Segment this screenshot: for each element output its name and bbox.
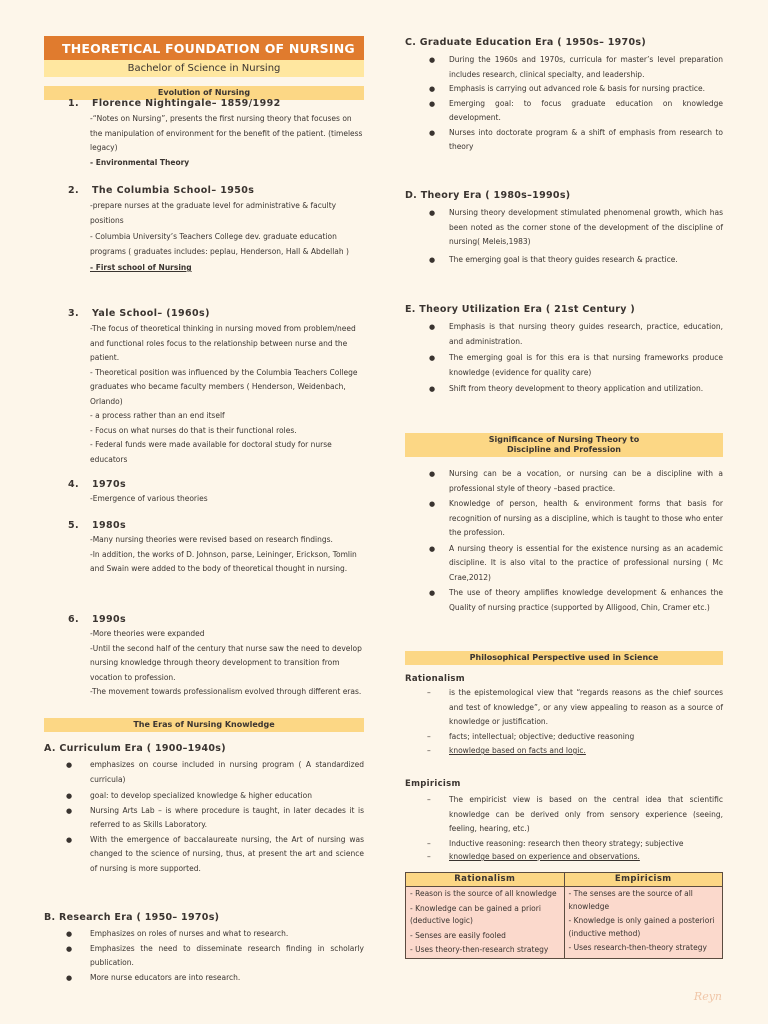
evolution-item-6-text-3: -The movement towards professionalism evolved through different eras. bbox=[90, 687, 362, 696]
era-b-title: B. Research Era ( 1950– 1970s) bbox=[44, 912, 220, 923]
list-item: ● More nurse educators are into research. bbox=[44, 971, 364, 986]
list-item: ● emphasizes on course included in nursing program ( A standardized curricula) bbox=[44, 758, 364, 787]
evolution-item-5-title: 5. 1980s bbox=[68, 520, 127, 531]
evolution-item-1-text: -“Notes on Nursing”, presents the first nursing theory that focuses on the manipulation of environment for the benefit of the patient. (timeless legacy) bbox=[90, 114, 363, 152]
evolution-item-3 bbox=[68, 308, 364, 467]
list-item: ● With the emergence of baccalaureate nursing, the Art of nursing was changed to the science of nursing, thus, at present the art and science of nursing is more supported. bbox=[44, 833, 364, 877]
evolution-item-2-text-3: - First school of Nursing bbox=[90, 263, 192, 272]
comparison-table-wrap bbox=[405, 872, 723, 959]
evolution-item-1-title: 1. Florence Nightingale– 1859/1992 bbox=[68, 98, 281, 109]
evolution-item-5-text-2: -In addition, the works of D. Johnson, parse, Leininger, Erickson, Tomlin and Swain were added to the body of theoretical thought in nursing. bbox=[90, 549, 357, 573]
table-header-rationalism: Rationalism bbox=[406, 873, 565, 887]
evolution-item-4-text: -Emergence of various theories bbox=[90, 494, 208, 503]
era-c bbox=[405, 37, 723, 155]
evolution-item-6 bbox=[68, 614, 364, 700]
evolution-item-3-text-3: - a process rather than an end itself bbox=[90, 411, 225, 420]
table-cell-empiricism: - The senses are the source of all knowledge - Knowledge is only gained a posteriori (inductive method) - Uses research-then-theory strategy bbox=[564, 887, 723, 959]
era-a-title: A. Curriculum Era ( 1900–1940s) bbox=[44, 743, 226, 754]
list-item: ● Emphasis is carrying out advanced role & basis for nursing practice. bbox=[405, 82, 723, 97]
list-item: – facts; intellectual; objective; deductive reasoning bbox=[405, 730, 723, 745]
list-item: ● Emerging goal: to focus graduate education on knowledge development. bbox=[405, 97, 723, 126]
empiricism-section bbox=[405, 779, 723, 862]
comparison-table bbox=[405, 872, 723, 959]
list-item: – knowledge based on facts and logic. bbox=[405, 744, 723, 759]
evolution-item-1-subtext: - Environmental Theory bbox=[90, 157, 190, 167]
evolution-item-2-title: 2. The Columbia School– 1950s bbox=[68, 185, 255, 196]
rationalism-section bbox=[405, 674, 723, 759]
evolution-item-3-text-2: - Theoretical position was influenced by the Columbia Teachers College graduates who became faculty members ( Henderson, Weidenbach, Orlando) bbox=[90, 367, 358, 406]
evolution-item-2 bbox=[68, 185, 364, 276]
list-item: ● The emerging goal is that theory guides research & practice. bbox=[405, 253, 723, 268]
evolution-item-2-text: -prepare nurses at the graduate level for administrative & faculty positions bbox=[90, 201, 337, 225]
page-subtitle: Bachelor of Science in Nursing bbox=[44, 60, 364, 77]
list-item: ● Nursing can be a vocation, or nursing can be a discipline with a professional style of theory –based practice. bbox=[405, 467, 723, 496]
philosophy-band: Philosophical Perspective used in Science bbox=[405, 651, 723, 665]
evolution-item-6-text: -More theories were expanded bbox=[90, 629, 205, 638]
evolution-item-3-text: -The focus of theoretical thinking in nursing moved from problem/need and functional roles focus to the relationship between nurse and the patient. bbox=[90, 324, 356, 362]
significance-band-line-2: Discipline and Profession bbox=[506, 445, 622, 454]
table-cell-rationalism: - Reason is the source of all knowledge - Knowledge can be gained a priori (deductive logic) - Senses are easily fooled - Uses theory-then-research strategy bbox=[406, 887, 565, 959]
page-title: THEORETICAL FOUNDATION OF NURSING bbox=[44, 36, 364, 60]
list-item: ● During the 1960s and 1970s, curricula for master’s level preparation includes research, clinical specialty, and leadership. bbox=[405, 53, 723, 82]
evolution-item-4 bbox=[68, 479, 364, 507]
list-item: ● Nursing Arts Lab – is where procedure is taught, in later decades it is referred to as Skills Laboratory. bbox=[44, 804, 364, 833]
evolution-band: Evolution of Nursing bbox=[44, 86, 364, 100]
list-item: – knowledge based on experience and observations. bbox=[405, 851, 723, 862]
era-b bbox=[44, 912, 364, 985]
list-item: ● Emphasizes the need to disseminate research finding in scholarly publication. bbox=[44, 942, 364, 971]
evolution-item-3-text-4: - Focus on what nurses do that is their functional roles. bbox=[90, 425, 297, 435]
significance-list bbox=[405, 467, 723, 615]
evolution-item-3-text-5: - Federal funds were made available for doctoral study for nurse educators bbox=[90, 440, 332, 464]
era-d bbox=[405, 190, 723, 267]
era-e-title: E. Theory Utilization Era ( 21st Century ) bbox=[405, 304, 636, 315]
era-a bbox=[44, 743, 364, 876]
list-item: – is the epistemological view that “regards reasons as the chief sources and test of knowledge”, or any view appealing to reason as a source of knowledge or justification. bbox=[405, 686, 723, 730]
era-e bbox=[405, 304, 723, 397]
list-item: ● The use of theory amplifies knowledge development & enhances the Quality of nursing practice (supported by Alligood, Chin, Cramer etc.) bbox=[405, 586, 723, 615]
evolution-item-4-title: 4. 1970s bbox=[68, 479, 127, 490]
list-item: ● Knowledge of person, health & environment forms that basis for recognition of nursing as a discipline, which is taught to those who enter the profession. bbox=[405, 497, 723, 541]
evolution-item-6-text-2: -Until the second half of the century that nurse saw the need to develop nursing knowledge through theory development to transition from vocation to profession. bbox=[90, 643, 362, 682]
author-signature: Reyn bbox=[693, 990, 722, 1003]
evolution-item-3-title: 3. Yale School– (1960s) bbox=[68, 308, 210, 319]
list-item: – The empiricist view is based on the central idea that scientific knowledge can be derived only from sensory experience (seeing, feeling, hearing, etc.) bbox=[405, 793, 723, 837]
list-item: ● A nursing theory is essential for the existence nursing as an academic discipline. It is also vital to the practice of professional nursing ( Mc Crae,2012) bbox=[405, 542, 723, 586]
significance-band bbox=[405, 433, 723, 457]
eras-band: The Eras of Nursing Knowledge bbox=[44, 718, 364, 732]
list-item: ● goal: to develop specialized knowledge & higher education bbox=[44, 789, 364, 804]
evolution-item-2-text-2: - Columbia University’s Teachers College dev. graduate education programs ( graduates includes: peplau, Henderson, Hall & Abdellah ) bbox=[90, 232, 349, 256]
list-item: ● Shift from theory development to theory application and utilization. bbox=[405, 382, 723, 397]
rationalism-title: Rationalism bbox=[405, 674, 465, 684]
evolution-item-5 bbox=[68, 520, 364, 577]
empiricism-title: Empiricism bbox=[405, 779, 461, 789]
list-item: ● Emphasizes on roles of nurses and what to research. bbox=[44, 927, 364, 942]
list-item: ● Emphasis is that nursing theory guides research, practice, education, and administration. bbox=[405, 320, 723, 349]
list-item: ● Nursing theory development stimulated phenomenal growth, which has been noted as the corner stone of the development of the discipline of nursing( Meleis,1983) bbox=[405, 206, 723, 250]
list-item: ● The emerging goal is for this era is that nursing frameworks produce knowledge (evidence for quality care) bbox=[405, 351, 723, 380]
evolution-item-6-title: 6. 1990s bbox=[68, 614, 127, 625]
era-d-title: D. Theory Era ( 1980s–1990s) bbox=[405, 190, 571, 201]
significance-band-line-1: Significance of Nursing Theory to bbox=[488, 435, 640, 444]
list-item: – Inductive reasoning: research then theory strategy; subjective bbox=[405, 837, 723, 852]
table-header-empiricism: Empiricism bbox=[564, 873, 723, 887]
list-item: ● Nurses into doctorate program & a shift of emphasis from research to theory bbox=[405, 126, 723, 155]
evolution-item-5-text: -Many nursing theories were revised based on research findings. bbox=[90, 535, 333, 544]
evolution-item-1 bbox=[68, 98, 364, 170]
table-row bbox=[406, 887, 723, 959]
era-c-title: C. Graduate Education Era ( 1950s– 1970s) bbox=[405, 37, 646, 48]
